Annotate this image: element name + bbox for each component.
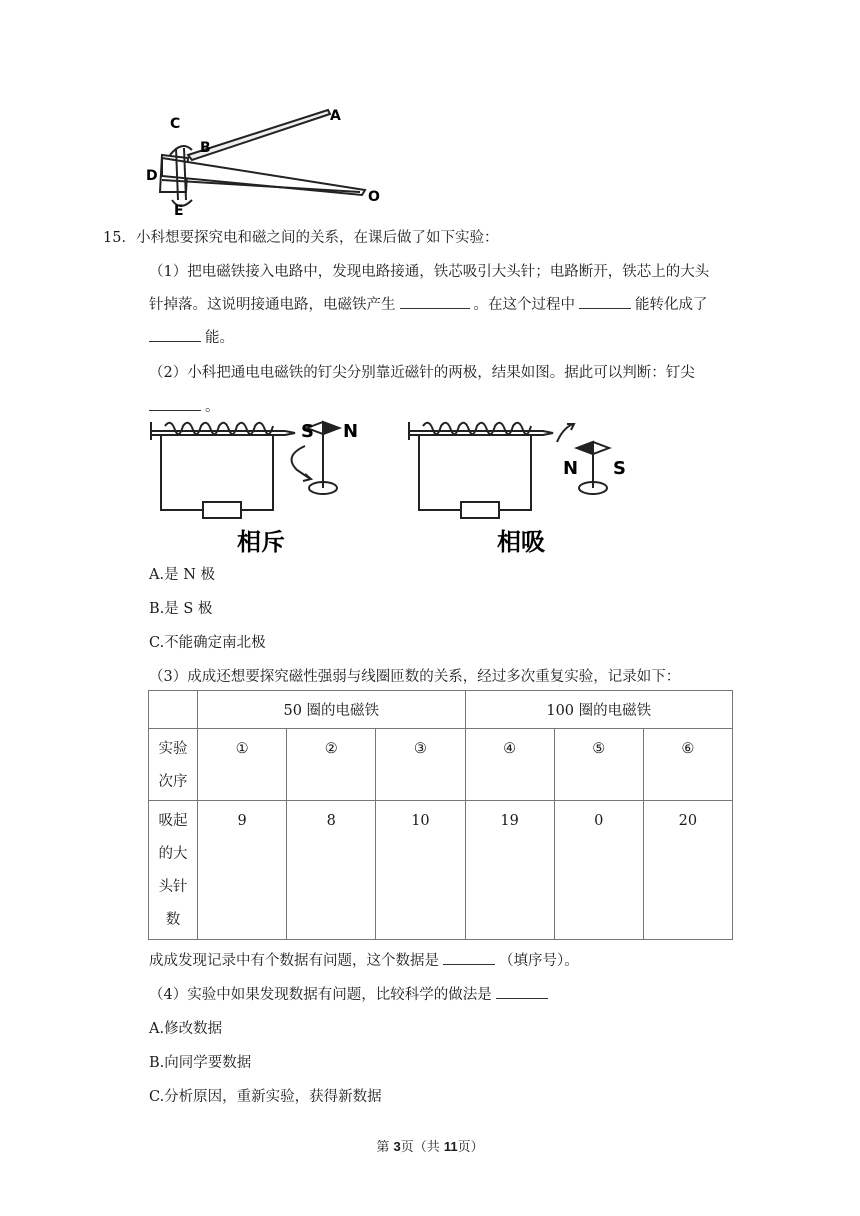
part2-line2	[149, 395, 220, 416]
footer-mid: 页（共	[400, 1140, 444, 1155]
count-cell: 10	[376, 801, 465, 940]
question-stem	[103, 226, 498, 247]
clip-label-o: O	[368, 189, 380, 205]
part1-text-b: 。在这个过程中	[473, 297, 575, 313]
trial-header-l1: 实验	[158, 741, 188, 757]
part2-text-end: 。	[205, 399, 220, 415]
group-100-header: 100 圈的电磁铁	[465, 691, 733, 729]
part3-after	[149, 949, 579, 970]
part2-line1: （2）小科把通电电磁铁的钉尖分别靠近磁针的两极，结果如图。据此可以判断：钉尖	[149, 365, 695, 381]
answer-blank-2[interactable]	[579, 294, 631, 309]
electromagnet-figure	[145, 418, 645, 558]
table-row-count	[149, 801, 733, 940]
question-number: 15．	[103, 230, 136, 246]
count-header-l4: 数	[165, 912, 181, 928]
table-row-header	[149, 691, 733, 729]
part1-line3	[149, 326, 234, 347]
answer-blank-3[interactable]	[149, 327, 201, 342]
footer-total: 11	[443, 1139, 458, 1154]
answer-blank-6[interactable]	[496, 984, 548, 999]
caption-repel: 相斥	[237, 528, 285, 556]
option-2c[interactable]: C.不能确定南北极	[149, 635, 266, 651]
trial-order-header	[149, 729, 198, 801]
data-table	[148, 690, 733, 940]
right-s-label: S	[613, 458, 626, 479]
count-header-l2: 的大	[158, 846, 188, 862]
part4-text: （4）实验中如果发现数据有问题，比较科学的做法是	[149, 987, 492, 1003]
answer-blank-4[interactable]	[149, 396, 201, 411]
option-4c[interactable]: C.分析原因，重新实验，获得新数据	[149, 1089, 382, 1105]
part1-line1: （1）把电磁铁接入电路中，发现电路接通，铁芯吸引大头针；电路断开，铁芯上的大头	[149, 264, 710, 280]
part1-text-c: 能转化成了	[635, 297, 708, 313]
group-50-header: 50 圈的电磁铁	[198, 691, 465, 729]
clip-label-b: B	[200, 140, 211, 156]
clip-figure	[140, 100, 400, 220]
count-cell: 20	[643, 801, 732, 940]
clip-label-e: E	[174, 203, 184, 219]
count-cell: 9	[198, 801, 287, 940]
part1-text-d: 能。	[205, 330, 234, 346]
footer-prefix: 第	[376, 1140, 394, 1155]
footer-suffix: 页）	[457, 1140, 484, 1155]
part3-after-b: （填序号）。	[499, 953, 579, 969]
part1-text-a: 针掉落。这说明接通电路，电磁铁产生	[149, 297, 396, 313]
option-2a[interactable]: A.是 N 极	[149, 567, 215, 583]
trial-header-l2: 次序	[158, 774, 188, 790]
left-n-label: N	[343, 421, 359, 442]
count-header-l1: 吸起	[158, 813, 188, 829]
right-n-label: N	[563, 458, 579, 479]
part1-line2	[149, 293, 708, 314]
clip-label-a: A	[330, 108, 341, 124]
trial-cell: ③	[376, 729, 465, 801]
clip-label-d: D	[146, 168, 158, 184]
table-corner-cell	[149, 691, 198, 729]
trial-cell: ⑥	[643, 729, 732, 801]
pin-count-header	[149, 801, 198, 940]
part4-line	[149, 983, 552, 1004]
page-footer	[0, 1136, 860, 1155]
trial-cell: ④	[465, 729, 554, 801]
answer-blank-5[interactable]	[443, 950, 495, 965]
count-cell: 8	[287, 801, 376, 940]
trial-cell: ②	[287, 729, 376, 801]
trial-cell: ①	[198, 729, 287, 801]
caption-attract: 相吸	[497, 528, 545, 556]
left-s-label: S	[301, 421, 314, 442]
answer-blank-1[interactable]	[400, 294, 470, 309]
clip-label-c: C	[170, 116, 181, 132]
footer-page: 3	[393, 1139, 401, 1154]
part3-intro: （3）成成还想要探究磁性强弱与线圈匝数的关系，经过多次重复实验，记录如下：	[149, 669, 681, 685]
question-stem-text: 小科想要探究电和磁之间的关系，在课后做了如下实验：	[135, 230, 499, 246]
table-row-trial	[149, 729, 733, 801]
option-2b[interactable]: B.是 S 极	[149, 601, 213, 617]
option-4a[interactable]: A.修改数据	[149, 1021, 223, 1037]
count-cell: 0	[554, 801, 643, 940]
option-4b[interactable]: B.向同学要数据	[149, 1055, 252, 1071]
trial-cell: ⑤	[554, 729, 643, 801]
count-cell: 19	[465, 801, 554, 940]
count-header-l3: 头针	[158, 879, 188, 895]
part3-after-a: 成成发现记录中有个数据有问题，这个数据是	[149, 953, 439, 969]
